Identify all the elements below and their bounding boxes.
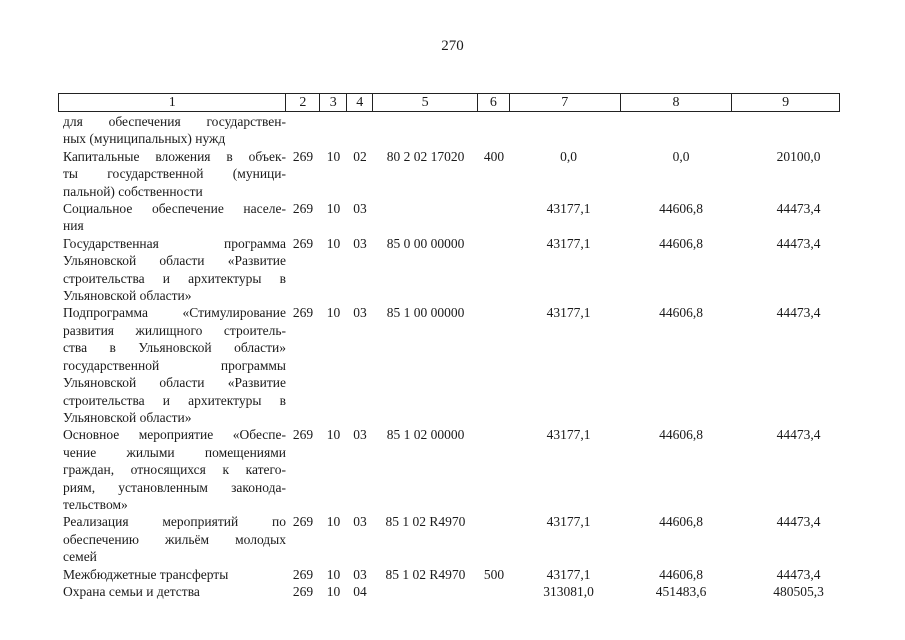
row-description: [58, 148, 286, 200]
cell-section: 10: [326, 148, 341, 164]
description-line: ных (муниципальных) нужд: [63, 131, 226, 147]
cell-target-article: [373, 583, 478, 600]
table-row: [58, 235, 848, 305]
row-description: [58, 426, 286, 513]
cell-subsection: 03: [353, 201, 367, 217]
column-header-6: 6: [478, 94, 510, 111]
description-line: строительства и архитектуры в: [63, 270, 286, 286]
cell-chapter-code: [286, 113, 320, 148]
description-line: чение жилыми помещениями: [63, 444, 286, 460]
description-line: Ульяновской области «Развитие: [63, 253, 286, 269]
description-line: пальной) собственности: [63, 183, 203, 199]
cell-section: 10: [326, 305, 341, 321]
description-line: Основное мероприятие «Обеспе-: [63, 427, 286, 443]
description-line: ства в Ульяновской области»: [63, 340, 286, 356]
cell-amount-year-2: 451483,6: [655, 583, 707, 599]
cell-amount-year-1: 43177,1: [546, 514, 591, 530]
description-line: Ульяновской области «Развитие: [63, 375, 286, 391]
cell-subsection: 02: [353, 148, 367, 164]
page-number: 270: [441, 38, 464, 54]
cell-amount-year-3: 44473,4: [776, 305, 821, 321]
table-row: [58, 426, 848, 513]
description-line: тельством»: [63, 496, 128, 512]
cell-amount-year-3: 44473,4: [776, 235, 821, 251]
cell-chapter-code: 269: [292, 566, 314, 582]
cell-target-article: 85 1 00 00000: [386, 305, 465, 321]
cell-amount-year-1: 43177,1: [546, 427, 591, 443]
description-line: Социальное обеспечение населе-: [63, 201, 286, 217]
cell-target-article: 85 1 02 R4970: [385, 566, 466, 582]
cell-amount-year-3: 44473,4: [776, 566, 821, 582]
cell-section: [320, 113, 347, 148]
cell-amount-year-2: 44606,8: [659, 514, 703, 530]
column-header-4: 4: [347, 94, 373, 111]
cell-amount-year-3: [733, 113, 848, 148]
cell-subsection: 03: [353, 566, 367, 582]
cell-amount-year-3: 480505,3: [773, 583, 824, 599]
cell-section: 10: [326, 566, 341, 582]
cell-section: 10: [326, 201, 341, 217]
cell-expense-type: [478, 426, 510, 513]
description-line: Охрана семьи и детства: [63, 583, 200, 599]
cell-amount-year-2: 44606,8: [659, 201, 703, 217]
cell-amount-year-1: 43177,1: [546, 305, 591, 321]
description-line: строительства и архитектуры в: [63, 392, 286, 408]
cell-chapter-code: 269: [292, 514, 314, 530]
cell-amount-year-3: 44473,4: [776, 201, 821, 217]
cell-amount-year-1: 313081,0: [543, 583, 594, 599]
cell-expense-type: [478, 583, 510, 600]
description-line: Государственная программа: [63, 235, 286, 251]
description-line: ты государственной (муници-: [63, 166, 286, 182]
table-row: [58, 200, 848, 235]
cell-target-article: [373, 113, 478, 148]
row-description: [58, 200, 286, 235]
cell-amount-year-3: 20100,0: [776, 148, 821, 164]
cell-expense-type: [478, 513, 510, 565]
cell-amount-year-1: 43177,1: [546, 201, 591, 217]
cell-subsection: 03: [353, 305, 367, 321]
cell-subsection: 04: [353, 583, 367, 599]
cell-subsection: 03: [353, 427, 367, 443]
description-line: Реализация мероприятий по: [63, 514, 286, 530]
description-line: государственной программы: [63, 357, 286, 373]
cell-section: 10: [326, 427, 341, 443]
cell-target-article: [373, 200, 478, 235]
table-row: [58, 304, 848, 426]
cell-chapter-code: 269: [292, 583, 314, 599]
cell-amount-year-2: 44606,8: [659, 305, 703, 321]
cell-subsection: 03: [353, 514, 367, 530]
cell-amount-year-2: 0,0: [672, 148, 690, 164]
column-header-3: 3: [320, 94, 347, 111]
description-line: Ульяновской области»: [63, 409, 192, 425]
description-line: Ульяновской области»: [63, 288, 192, 304]
column-header-1: 1: [59, 94, 286, 111]
cell-amount-year-2: 44606,8: [659, 566, 703, 582]
cell-section: 10: [326, 514, 341, 530]
cell-expense-type: 500: [483, 566, 505, 582]
cell-subsection: 03: [353, 235, 367, 251]
cell-amount-year-1: 0,0: [560, 148, 577, 164]
cell-expense-type: [478, 235, 510, 305]
cell-amount-year-3: 44473,4: [776, 427, 821, 443]
cell-chapter-code: 269: [292, 235, 314, 251]
table-row: [58, 113, 848, 148]
cell-target-article: 85 1 02 00000: [386, 427, 465, 443]
row-description: [58, 583, 286, 600]
description-line: развития жилищного строитель-: [63, 322, 286, 338]
cell-chapter-code: 269: [292, 201, 314, 217]
description-line: обеспечению жильём молодых: [63, 531, 286, 547]
table-row: [58, 566, 848, 583]
column-header-7: 7: [510, 94, 621, 111]
row-description: [58, 304, 286, 426]
cell-target-article: 80 2 02 17020: [386, 148, 465, 164]
column-header-5: 5: [373, 94, 478, 111]
cell-expense-type: [478, 113, 510, 148]
cell-chapter-code: 269: [292, 305, 314, 321]
description-line: семей: [63, 549, 97, 565]
cell-amount-year-2: 44606,8: [659, 427, 703, 443]
cell-amount-year-1: 43177,1: [546, 566, 591, 582]
description-line: Подпрограмма «Стимулирование: [63, 305, 286, 321]
cell-target-article: 85 1 02 R4970: [385, 514, 466, 530]
cell-amount-year-2: [621, 113, 733, 148]
cell-target-article: 85 0 00 00000: [386, 235, 465, 251]
column-header-2: 2: [286, 94, 320, 111]
description-line: Межбюджетные трансферты: [63, 566, 229, 582]
row-description: [58, 566, 286, 583]
cell-expense-type: [478, 200, 510, 235]
description-line: Капитальные вложения в объек-: [63, 148, 286, 164]
cell-chapter-code: 269: [292, 427, 314, 443]
column-header-8: 8: [621, 94, 733, 111]
table-row: [58, 583, 848, 600]
cell-section: 10: [326, 235, 341, 251]
cell-expense-type: [478, 304, 510, 426]
description-line: риям, установленным законода-: [63, 479, 286, 495]
column-header-9: 9: [782, 95, 790, 110]
table-row: [58, 148, 848, 200]
cell-section: 10: [326, 583, 341, 599]
cell-amount-year-1: [510, 113, 621, 148]
table-row: [58, 513, 848, 565]
row-description: [58, 513, 286, 565]
table-column-header: [58, 93, 840, 112]
cell-amount-year-3: 44473,4: [776, 514, 821, 530]
cell-amount-year-2: 44606,8: [659, 235, 703, 251]
description-line: граждан, относящихся к катего-: [63, 462, 286, 478]
cell-expense-type: 400: [483, 148, 505, 164]
row-description: [58, 113, 286, 148]
table-body: [58, 113, 848, 600]
row-description: [58, 235, 286, 305]
cell-subsection: [347, 113, 373, 148]
description-line: ния: [63, 218, 84, 234]
description-line: для обеспечения государствен-: [63, 114, 286, 129]
cell-chapter-code: 269: [292, 148, 314, 164]
cell-amount-year-1: 43177,1: [546, 235, 591, 251]
